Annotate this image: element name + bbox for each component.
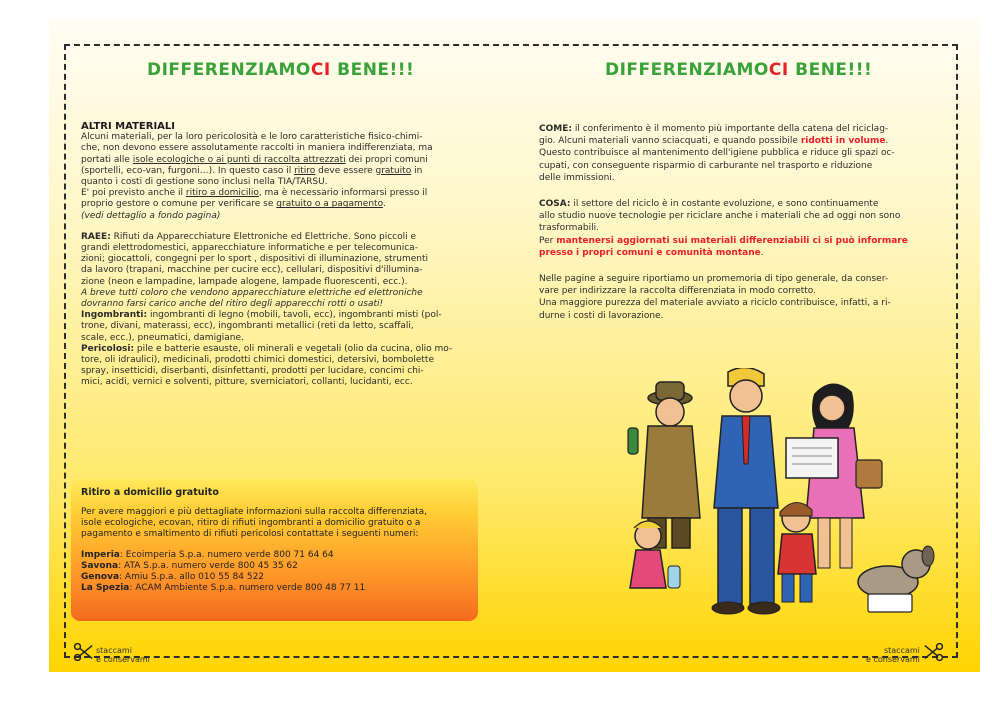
contact-line: Savona: ATA S.p.a. numero verde 800 45 35 62 (81, 561, 298, 571)
text-line: che, non devono essere assolutamente raccolti in maniera indifferenziata, ma (81, 143, 433, 154)
right-title-ci: CI (768, 60, 789, 80)
ritiro-content (81, 487, 471, 594)
contact-line: La Spezia: ACAM Ambiente S.p.a. numero verde 800 48 77 11 (81, 583, 366, 593)
text-line: quanto i costi di gestione sono inclusi nella TIA/TARSU. (81, 177, 328, 188)
right-title-part: BENE!!! (788, 60, 873, 80)
text-line: pagamento e smaltimento di rifiuti pericolosi contattate i seguenti numeri: (81, 529, 419, 539)
text-line: Per avere maggiori e più dettagliate informazioni sulla raccolta differenziata, (81, 507, 428, 517)
cosa-label: COSA: (539, 199, 571, 210)
come-label: COME: (539, 124, 572, 134)
text-line: zioni; giocattoli, congegni per lo sport , dispositivi di illuminazione, strumenti (81, 254, 429, 265)
text-line: Alcuni materiali, per la loro pericolosità e le loro caratteristiche fisico-chimi- (81, 132, 423, 143)
text-line: Pericolosi: pile e batterie esauste, oli minerali e vegetali (olio da cucina, olio mo- (81, 343, 453, 354)
text-line: grandi elettrodomestici, apparecchiature informatiche e per telecomunica- (81, 243, 418, 254)
text-line: (vedi dettaglio a fondo pagina) (81, 210, 221, 221)
text-line: scale, ecc.), pneumatici, damigiane. (81, 332, 244, 343)
ritiro-title: Ritiro a domicilio gratuito (81, 487, 219, 498)
text-line: trone, divani, materassi, ecc), ingombranti metallici (reti da letto, scaffali, (81, 321, 414, 332)
left-title-part: BENE!!! (330, 60, 415, 80)
left-title (147, 60, 414, 80)
left-title-ci: CI (310, 60, 331, 80)
contact-line: Imperia: Ecoimperia S.p.a. numero verde 800 71 64 64 (81, 550, 334, 560)
text-line: zione (neon e lampadine, lampade alogene, lampade fluorescenti, ecc.). (81, 276, 408, 287)
text-line: isole ecologiche, ecovan, ritiro di rifiuti ingombranti a domicilio gratuito o a (81, 518, 421, 528)
contact-line: Genova: Amiu S.p.a. allo 010 55 84 522 (81, 572, 265, 582)
text-line: gio. Alcuni materiali vanno sciacquati, e quando possibile ridotti in volume. (539, 136, 889, 147)
text-line: E' poi previsto anche il ritiro a domicilio, ma è necessario informarsi presso il (81, 188, 428, 199)
text-line: durne i costi di lavorazione. (539, 310, 664, 321)
section-heading: ALTRI MATERIALI (81, 121, 175, 132)
text-line: Nelle pagine a seguire riportiamo un promemoria di tipo generale, da conser- (539, 274, 889, 285)
text-line: mici, acidi, vernici e solventi, pitture, sverniciatori, collanti, lucidanti, ecc. (81, 377, 413, 388)
text-line: RAEE: Rifiuti da Apparecchiature Elettroniche ed Elettriche. Sono piccoli e (81, 231, 417, 242)
text-line: allo studio nuove tecnologie per riciclare anche i materiali che ad oggi non sono (539, 211, 901, 222)
detach-note-left: staccami e conservami (96, 646, 150, 664)
pericolosi-label: Pericolosi: (81, 343, 135, 354)
blue-suit-man-figure (712, 368, 780, 614)
text-line: (sportelli, eco-van, furgoni…). In questo caso il ritiro deve essere gratuito in (81, 165, 423, 176)
raee-label: RAEE: (81, 231, 111, 242)
left-column (81, 121, 485, 389)
text-line: portati alle isole ecologiche o ai punti di raccolta attrezzati dei propri comuni (81, 154, 428, 165)
text-line: spray, insetticidi, diserbanti, disinfettanti, prodotti per lucidare, concimi chi- (81, 366, 424, 377)
text-line: trasformabili. (539, 223, 600, 234)
cartoon-family-illustration (618, 368, 948, 628)
boy-figure (778, 502, 816, 602)
scissors-icon (72, 641, 94, 663)
left-title-part: DIFFERENZIAMO (147, 60, 311, 80)
text-line: tore, oli idraulici), medicinali, prodotti chimici domestici, detersivi, bombolette (81, 355, 434, 366)
detach-note-right: staccami e conservami (866, 646, 920, 664)
text-line: dovranno farsi carico anche del ritiro degli apparecchi rotti o usati! (81, 299, 384, 310)
old-man-figure (628, 382, 700, 548)
right-column (539, 123, 949, 322)
right-title (605, 60, 872, 80)
dog-figure (858, 546, 934, 612)
ingombranti-label: Ingombranti: (81, 310, 148, 321)
text-line: Questo contribuisce al mantenimento dell'igiene pubblica e riduce gli spazi oc- (539, 148, 895, 159)
text-line: COME: il conferimento è il momento più importante della catena del riciclag- (539, 124, 889, 134)
text-line: Per mantenersi aggiornati sui materiali differenziabili ci si può informare (539, 235, 908, 246)
text-line: Una maggiore purezza del materiale avviato a riciclo contribuisce, infatti, a ri- (539, 298, 891, 309)
text-line: Ingombranti: ingombranti di legno (mobili, tavoli, ecc), ingombranti misti (pol- (81, 310, 442, 321)
text-line: da lavoro (trapani, macchine per cucire ecc), cellulari, dispositivi d'illumina- (81, 265, 423, 276)
text-line: COSA: il settore del riciclo è in costante evoluzione, e sono continuamente (539, 199, 879, 210)
text-line: vare per indirizzare la raccolta differenziata in modo corretto. (539, 286, 816, 297)
right-title-part: DIFFERENZIAMO (605, 60, 769, 80)
scissors-icon (923, 641, 945, 663)
ritiro-box (71, 479, 478, 621)
text-line: delle immissioni. (539, 172, 615, 183)
text-line: proprio gestore o comune per verificare se gratuito o a pagamento. (81, 199, 386, 210)
text-line: presso i propri comuni e comunità montane. (539, 247, 764, 258)
text-line: cupati, con conseguente risparmio di carburante nel trasporto e riduzione (539, 160, 873, 171)
text-line: A breve tutti coloro che vendono apparecchiature elettriche ed elettroniche (81, 287, 423, 298)
